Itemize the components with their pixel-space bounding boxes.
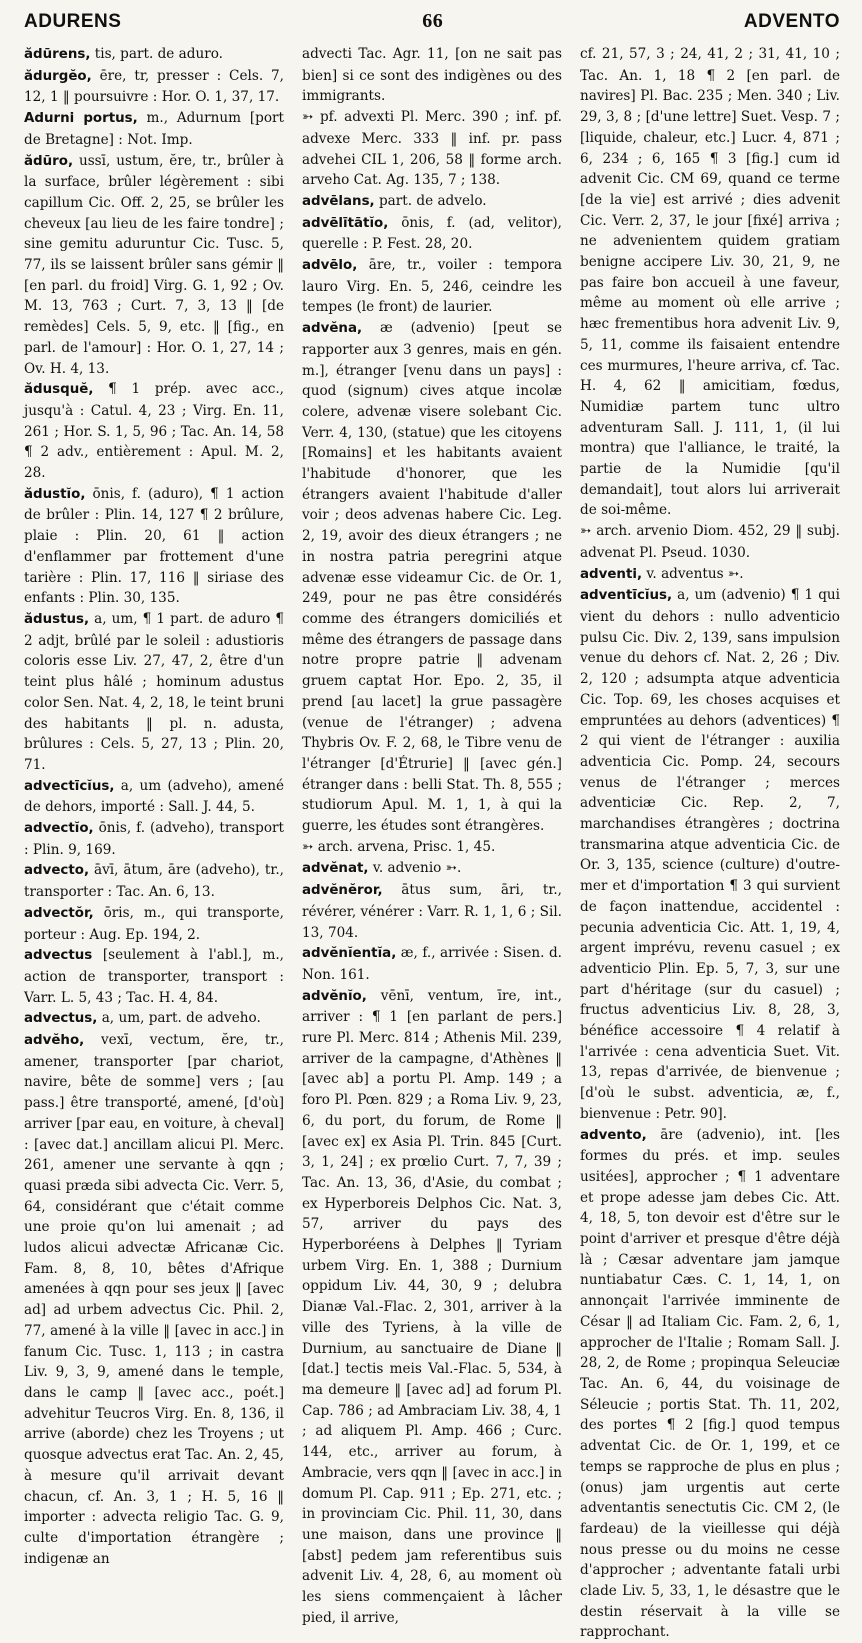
dictionary-entry (302, 880, 562, 943)
entry-headword: advectĭo, (24, 821, 94, 837)
entry-definition: m., Adurnum [port de Bretagne] : Not. Imp. (24, 110, 284, 148)
entry-definition: v. advenio ➳. (368, 860, 462, 877)
dictionary-entry (24, 945, 284, 1008)
entry-headword: advecto, (24, 863, 90, 879)
dictionary-entry (580, 585, 840, 1124)
entry-definition: āre (advenio), int. [les formes du prés. et imp. seules usitées], approcher ; ¶ 1 adventare et prope adesse jam debes Cic. Att. 4, 18, 5, ton devoir est d'être sur le point d'arriver et presque d'être déjà là ; Cæsar adventare jam jamque nuntiabatur Cæs. C. 1, 14, 1, on annonçait l'arrivée imminente de César ‖ ad Italiam Cic. Fam. 2, 6, 1, approcher de l'Italie ; Romam Sall. J. 28, 2, de Rome ; propinqua Seleuciæ Tac. An. 6, 44, du voisinage de Séleucie ; portis Stat. Th. 11, 202, des portes ¶ 2 [fig.] quod tempus adventat Cic. de Or. 1, 199, et ce temps se rapproche de plus en plus ; (onus) jam urgentis aut certe adventantis senectutis Cic. CM 2, (le fardeau) de la vieillesse qui déjà nous presse ou du moins ne cesse d'approcher ; adventante fatali urbi clade Liv. 5, 33, 1, le désastre que le destin réservait à la ville se rapprochant. (580, 1126, 840, 1641)
entry-definition: advecti Tac. Agr. 11, [on ne sait pas bien] si ce sont des indigènes ou des immigrants. (302, 46, 562, 105)
dictionary-entry (580, 44, 840, 521)
dictionary-entry (302, 107, 562, 191)
dictionary-entry (580, 564, 840, 586)
entry-headword: advectus (24, 948, 93, 964)
header-right-guideword: ADVENTO (743, 11, 840, 32)
entry-headword: ădusquĕ, (24, 382, 94, 398)
entry-definition: æ (advenio) [peut se rapporter aux 3 genres, mais en gén. m.], étranger [venu dans un pays] : quod (signum) cives atque incolæ colere, advenæ visere solebant Cic. Verr. 4, 130, (statue) que les citoyens [Romains] et les habitants avaient l'habitude d'honorer, que les étrangers avaient l'habitude d'aller voir ; deos advenas habere Cic. Leg. 2, 19, avoir des dieux étrangers ; ne in nostra patria peregrini atque advenæ esse videamur Cic. de Or. 1, 249, pour ne pas être considérés comme des étrangers domiciliés et même des étrangers de passage dans notre propre patrie ‖ advenam gruem captat Hor. Epo. 2, 35, il prend [au lacet] la grue passagère (venue de l'étranger) ; advena Thybris Ov. F. 2, 68, le Tibre venu de l'étranger [d'Étrurie] ‖ [avec gén.] étranger dans : belli Stat. Th. 8, 555 ; studiorum Apul. M. 1, 1, à qui la guerre, les études sont étrangères. (302, 320, 562, 835)
entry-headword: advĕnĭo, (302, 988, 367, 1004)
dictionary-entry (24, 609, 284, 776)
dictionary-entry (24, 860, 284, 902)
entry-definition: āre, tr., voiler : tempora lauro Virg. En. 5, 246, ceindre les tempes (le front) de laurier. (302, 257, 562, 316)
column-1 (24, 44, 284, 1643)
dictionary-entry (24, 151, 284, 380)
dictionary-entry (302, 44, 562, 107)
entry-headword: advectīcĭus, (24, 778, 115, 794)
column-2 (302, 44, 562, 1643)
entry-headword: advēlo, (302, 258, 358, 274)
dictionary-entry (24, 66, 284, 108)
dictionary-entry (302, 837, 562, 859)
dictionary-entry (302, 213, 562, 255)
entry-headword: ădūro, (24, 153, 74, 169)
entry-definition: [seulement à l'abl.], m., action de transporter, transport : Varr. L. 5, 43 ; Tac. H. 4, 84. (24, 947, 284, 1006)
dictionary-entry (302, 191, 562, 213)
entry-headword: advĕnĭentĭa, (302, 946, 397, 962)
dictionary-entry (24, 484, 284, 609)
dictionary-entry (24, 903, 284, 945)
entry-definition: a, um (adveho), amené de dehors, importé : Sall. J. 44, 5. (24, 777, 284, 816)
entry-headword: advĕnĕror, (302, 883, 383, 899)
entry-headword: ădustus, (24, 611, 90, 627)
dictionary-entry (24, 1008, 284, 1030)
entry-headword: Adurni portus, (24, 111, 138, 127)
dictionary-entry (24, 1030, 284, 1569)
entry-definition: v. adventus ➳. (642, 565, 744, 582)
entry-definition: vexī, vectum, ĕre, tr., amener, transporter [par chariot, navire, bête de somme] vers ; [au pass.] être transporté, amené, [d'où] arriver [par eau, en voiture, à cheval] : [avec dat.] ancillam alicui Pl. Merc. 261, amener une servante à qqn ; quasi præda sibi advecta Cic. Verr. 5, 64, considérant que c'était comme une proie qu'on lui amenait ; ad ludos alicui advectæ Africanæ Cic. Fam. 8, 8, 10, bêtes d'Afrique amenées à qqn pour ses jeux ‖ [avec ad] ad urbem advectus Cic. Phil. 2, 77, amené à la ville ‖ [avec in acc.] in fanum Cic. Tusc. 1, 113 ; in castra Liv. 9, 3, 9, amené dans le temple, dans le camp ‖ [avec acc., poét.] advehitur Teucros Virg. En. 8, 136, il arrive (aborde) chez les Troyens ; ut quosque advectus erat Tac. An. 2, 45, à mesure qu'il arrivait devant chacun, cf. An. 3, 1 ; H. 5, 16 ‖ importer : advecta religio Tac. G. 9, culte d'importation étrangère ; indigenæ an (24, 1032, 284, 1567)
entry-definition: ōnis, f. (ad, velitor), querelle : P. Fest. 28, 20. (302, 214, 562, 253)
entry-headword: ădustĭo, (24, 486, 86, 502)
entry-definition: ➳ pf. advexti Pl. Merc. 390 ; inf. pf. advexe Merc. 333 ‖ inf. pr. pass advehei CIL 1, 206, 58 ‖ forme arch. arveho Cat. Ag. 135, 7 ; 138. (302, 109, 562, 189)
entry-headword: advectŏr, (24, 905, 94, 921)
entry-headword: ădūrens, (24, 47, 91, 62)
entry-definition: a, um, ¶ 1 part. de aduro ¶ 2 adjt, brûlé par le soleil : adustioris coloris esse Liv. 27, 47, 2, être d'un teint plus hâlé ; hominum adustus color Sen. Nat. 4, 2, 18, le teint bruni des habitants ‖ pl. n. adusta, brûlures : Cels. 5, 27, 13 ; Plin. 20, 71. (24, 610, 284, 773)
dictionary-entry (24, 818, 284, 860)
dictionary-entry (580, 521, 840, 563)
dictionary-entry (24, 379, 284, 484)
entry-definition: ōris, m., qui transporte, porteur : Aug. Ep. 194, 2. (24, 904, 284, 943)
dictionary-entry (24, 108, 284, 150)
entry-definition: æ, f., arrivée : Sisen. d. Non. 161. (302, 945, 562, 983)
entry-definition: ¶ 1 prép. avec acc., jusqu'à : Catul. 4, 23 ; Virg. En. 11, 261 ; Hor. S. 1, 5, 96 ; Tac. An. 14, 58 ¶ 2 adv., entièrement : Apul. M. 2, 28. (24, 381, 284, 482)
entry-headword: ădurgĕo, (24, 68, 92, 84)
dictionary-entry (580, 1125, 840, 1643)
entry-definition: vēnī, ventum, īre, int., arriver : ¶ 1 [en parlant de pers.] rure Pl. Merc. 814 ; Athenis Mil. 239, arriver de la campagne, d'Athènes ‖ [avec ab] a portu Pl. Amp. 149 ; a foro Pl. Pœn. 829 ; a Roma Liv. 9, 23, 6, du port, du forum, de Rome ‖ [avec ex] ex Asia Pl. Trin. 845 [Curt. 3, 1, 24] ; ex prœlio Curt. 7, 7, 39 ; Tac. An. 13, 36, d'Asie, du combat ; ex Hyperboreis Delphos Cic. Nat. 3, 57, arriver du pays des Hyperboréens à Delphes ‖ Tyriam urbem Virg. En. 1, 388 ; Durnium oppidum Liv. 44, 30, 9 ; delubra Dianæ Val.-Flac. 2, 301, arriver à la ville des Tyriens, à la ville de Durnium, au sanctuaire de Diane ‖ [dat.] tectis meis Val.-Flac. 5, 534, à ma demeure ‖ [avec ad] ad forum Pl. Cap. 786 ; ad Ambraciam Liv. 38, 4, 1 ; ad aliquem Pl. Amp. 466 ; Curc. 144, etc., arriver au forum, à Ambracie, vers qqn ‖ [avec in acc.] in domum Pl. Cap. 911 ; Ep. 271, etc. ; in provinciam Cic. Phil. 11, 30, dans une maison, dans une province ‖ [abst] pedem jam referentibus suis advenit Liv. 4, 28, 6, au moment où les siens commençaient à lâcher pied, il arrive, (302, 987, 562, 1626)
entry-headword: adventi, (580, 566, 643, 582)
columns (24, 44, 840, 1643)
entry-headword: advectus, (24, 1011, 98, 1027)
entry-definition: cf. 21, 57, 3 ; 24, 41, 2 ; 31, 41, 10 ; Tac. An. 1, 18 ¶ 2 [en parl. de navires] Pl. Bac. 235 ; Men. 340 ; Liv. 29, 3, 8 ; [d'une lettre] Suet. Vesp. 7 ; [liquide, chaleur, etc.] Lucr. 4, 871 ; 6, 234 ; 6, 165 ¶ 3 [fig.] cum id advenit Cic. CM 69, quand ce terme [de la vie] est arrivé ; dies advenit Cic. Verr. 2, 37, le jour [fixé] arriva ; ne advenientem quidem gratiam benigne accipere Liv. 30, 21, 9, ne pas faire bon accueil à une faveur, même au moment où elle arrive ; hæc frementibus hora advenit Liv. 9, 5, 11, comme ils faisaient entendre ces murmures, l'heure arriva, cf. Tac. H. 4, 62 ‖ amicitiam, fœdus, Numidiæ partem tunc ultro adventuram Sall. J. 111, 1, (il lui montra) que l'alliance, le traité, la partie de la Numidie [qu'il demandait], tout alors lui arriverait de soi-même. (580, 46, 840, 519)
entry-headword: advĕnat, (302, 861, 369, 877)
entry-definition: a, um (advenio) ¶ 1 qui vient du dehors : nullo adventicio pulsu Cic. Div. 2, 139, sans impulsion venue du dehors cf. Nat. 2, 26 ; Div. 2, 120 ; adsumpta atque adventicia Cic. Top. 69, les choses acquises et empruntées au dehors (adventices) ¶ 2 qui vient de l'étranger : auxilia adventicia Cic. Pomp. 24, secours venus de l'étranger ; merces adventiciæ Cic. Rep. 2, 7, marchandises étrangères ; doctrina transmarina atque adventicia Cic. de Or. 3, 135, science (culture) d'outre-mer et d'importation ¶ 3 qui survient de façon inattendue, accidentel : pecunia adventicia Cic. Att. 1, 19, 4, argent imprévu, revenu casuel ; ex adventicio Plin. Ep. 5, 7, 3, sur une part d'héritage (sur du casuel) ; fructus adventicius Liv. 8, 28, 3, bénéfice accessoire ¶ 4 relatif à l'arrivée : cena adventicia Suet. Vit. 13, repas d'arrivée, de bienvenue ; [d'où le subst. adventicia, æ, f., bienvenue : Petr. 90]. (580, 587, 840, 1122)
page-number: 66 (422, 10, 444, 32)
entry-headword: adventīcĭus, (580, 588, 673, 604)
header-left-guideword: ADURENS (24, 11, 122, 32)
dictionary-entry (24, 44, 284, 66)
entry-headword: advēlītātĭo, (302, 215, 389, 231)
dictionary-entry (302, 255, 562, 318)
dictionary-entry (302, 943, 562, 985)
entry-definition: ōnis, f. (aduro), ¶ 1 action de brûler : Plin. 14, 127 ¶ 2 brûlure, plaie : Plin. 20, 61 ‖ action d'enflammer par frottement d'une tarière : Plin. 17, 116 ‖ siriase des enfants : Plin. 30, 135. (24, 485, 284, 607)
dictionary-entry (302, 986, 562, 1629)
dictionary-entry (302, 858, 562, 880)
entry-definition: ussī, ustum, ĕre, tr., brûler à la surface, brûler légèrement : sibi capillum Cic. Off. 2, 25, se brûler les cheveux [au lieu de les faire tondre] ; sine gemitu aduruntur Cic. Tusc. 5, 77, ils se laissent brûler sans gémir ‖ [en parl. du froid] Virg. G. 1, 92 ; Ov. M. 13, 763 ; Curt. 7, 3, 13 ‖ [de remèdes] Cels. 5, 9, etc. ‖ [fig., en parl. de l'amour] : Hor. O. 1, 27, 14 ; Ov. H. 4, 13. (24, 152, 284, 377)
entry-definition: part. de advelo. (374, 192, 487, 209)
entry-definition: ēre, tr, presser : Cels. 7, 12, 1 ‖ poursuivre : Hor. O. 1, 37, 17. (24, 67, 284, 106)
entry-headword: advento, (580, 1127, 647, 1143)
entry-headword: advēlans, (302, 193, 375, 209)
entry-definition: āvī, ātum, āre (adveho), tr., transporter : Tac. An. 6, 13. (24, 862, 284, 901)
entry-definition: ➳ arch. arvenio Diom. 452, 29 ‖ subj. advenat Pl. Pseud. 1030. (580, 523, 840, 561)
entry-definition: ōnis, f. (adveho), transport : Plin. 9, 169. (24, 820, 284, 858)
column-3 (580, 44, 840, 1643)
entry-definition: ➳ arch. arvena, Prisc. 1, 45. (302, 838, 496, 855)
entry-definition: a, um, part. de adveho. (97, 1010, 261, 1027)
dictionary-entry (302, 318, 562, 837)
entry-headword: advĕho, (24, 1033, 85, 1049)
entry-definition: ātus sum, āri, tr., révérer, vénérer : Varr. R. 1, 1, 6 ; Sil. 13, 704. (302, 882, 562, 941)
entry-headword: advĕna, (302, 321, 363, 337)
entry-definition: tis, part. de aduro. (90, 46, 223, 62)
running-header (24, 10, 840, 36)
dictionary-entry (24, 776, 284, 818)
